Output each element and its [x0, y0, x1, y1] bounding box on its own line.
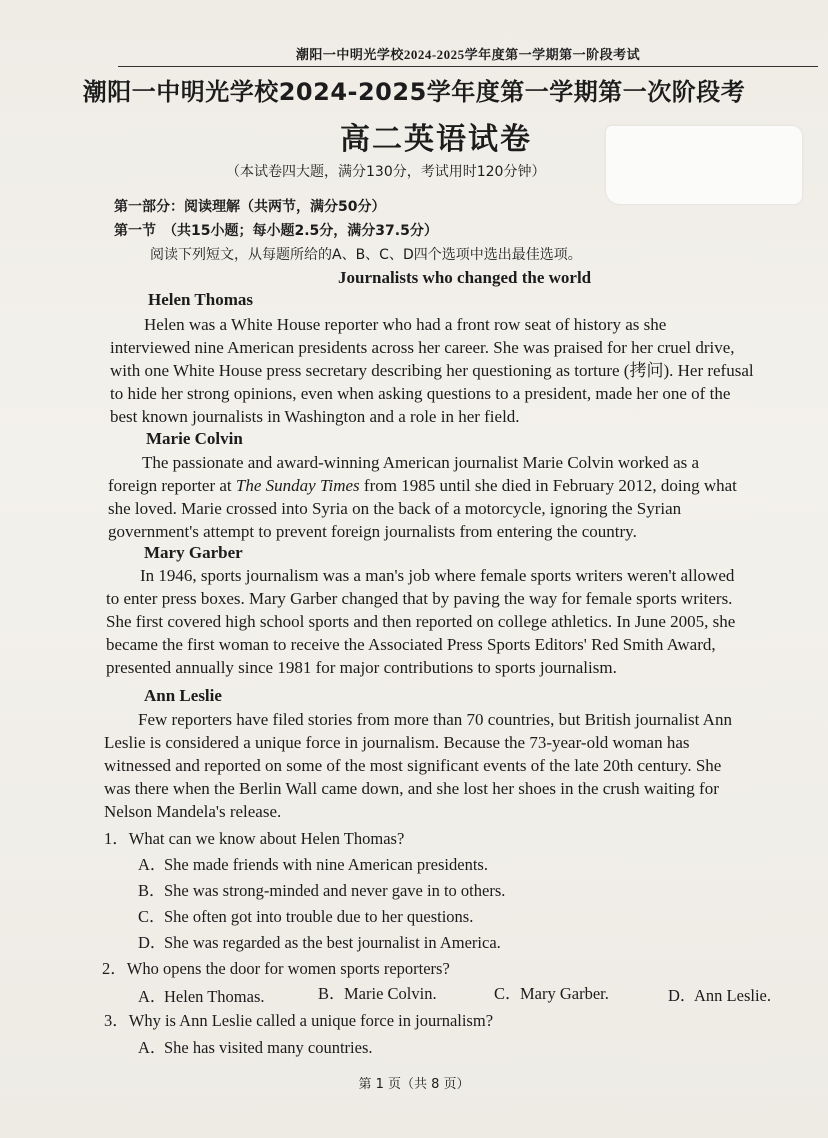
paragraph-line: interviewed nine American presidents across her career. She was praised for her cruel drive, [110, 338, 735, 357]
question-number: 1． [104, 829, 129, 848]
option-letter: A． [138, 1038, 167, 1057]
paragraph-line: presented annually since 1981 for major contributions to sports journalism. [106, 658, 617, 677]
option-1b[interactable] [138, 877, 505, 901]
paragraph-line: foreign reporter at The Sunday Times from 1985 until she died in February 2012, doing what [108, 476, 737, 495]
page-footer: 第 1 页（共 8 页） [358, 1077, 470, 1092]
paragraph-line: with one White House press secretary describing her questioning as torture (拷问). Her refusal [110, 361, 754, 380]
option-2a[interactable] [138, 983, 265, 1007]
option-text: Helen Thomas. [164, 987, 265, 1006]
option-text: Ann Leslie. [694, 986, 771, 1005]
journalist-name: Ann Leslie [144, 686, 222, 705]
newspaper-title: The Sunday Times [235, 476, 360, 495]
option-text: Mary Garber. [520, 984, 609, 1003]
paragraph-line: to hide her strong opinions, even when asking questions to a president, made her one of the [110, 384, 731, 403]
passage-paragraph [106, 564, 796, 679]
instruction: 阅读下列短文，从每题所给的A、B、C、D四个选项中选出最佳选项。 [150, 247, 582, 263]
paragraph-line: witnessed and reported on some of the most significant events of the late 20th century. She [104, 756, 722, 775]
passage-paragraph [110, 313, 796, 428]
option-letter: A． [138, 987, 167, 1006]
journalist-name: Marie Colvin [146, 429, 243, 448]
question-text: What can we know about Helen Thomas? [128, 829, 405, 848]
paragraph-line: She first covered high school sports and then reported on college athletics. In June 2005, she [106, 612, 736, 631]
question-number: 2． [102, 959, 127, 978]
question-text: Why is Ann Leslie called a unique force in journalism? [128, 1011, 494, 1030]
option-letter: B． [138, 881, 166, 900]
part-heading: 第一部分：阅读理解（共两节，满分50分） [114, 199, 386, 215]
option-text: She made friends with nine American presidents. [164, 855, 488, 874]
option-1d[interactable] [138, 929, 501, 953]
option-text: She was strong-minded and never gave in to others. [164, 881, 506, 900]
question-3 [104, 1007, 493, 1031]
exam-info: （本试卷四大题，满分130分，考试用时120分钟） [226, 164, 546, 180]
option-1a[interactable] [138, 851, 488, 875]
paragraph-line: The passionate and award-winning American journalist Marie Colvin worked as a [142, 453, 700, 472]
option-2b[interactable] [318, 980, 437, 1004]
option-text: She was regarded as the best journalist in America. [164, 933, 501, 952]
paragraph-line: Few reporters have filed stories from more than 70 countries, but British journalist Ann [138, 710, 732, 729]
question-2 [102, 955, 450, 979]
option-letter: B． [318, 984, 346, 1003]
exam-title: 潮阳一中明光学校2024-2025学年度第一学期第一次阶段考 [82, 78, 746, 106]
option-2d[interactable] [668, 982, 771, 1006]
option-letter: D． [668, 986, 697, 1005]
option-letter: A． [138, 855, 167, 874]
paragraph-line: government's attempt to prevent foreign journalists from entering the country. [108, 522, 637, 541]
journalist-name: Helen Thomas [148, 290, 254, 309]
question-1 [104, 825, 404, 849]
section-heading: 第一节 （共15小题；每小题2.5分，满分37.5分） [114, 223, 438, 239]
paragraph-line: Helen was a White House reporter who had a front row seat of history as she [144, 315, 667, 334]
paragraph-line: was there when the Berlin Wall came down, and she lost her shoes in the crush waiting for [104, 779, 719, 798]
question-number: 3． [104, 1011, 129, 1030]
passage-title: Journalists who changed the world [338, 268, 592, 287]
paragraph-line: Leslie is considered a unique force in journalism. Because the 73-year-old woman has [104, 733, 690, 752]
option-text: Marie Colvin. [344, 984, 437, 1003]
redacted-area [606, 126, 802, 204]
paragraph-line: to enter press boxes. Mary Garber changed that by paving the way for female sports writers. [106, 589, 733, 608]
question-text: Who opens the door for women sports reporters? [126, 959, 450, 978]
paragraph-line: In 1946, sports journalism was a man's job where female sports writers weren't allowed [140, 566, 735, 585]
option-letter: D． [138, 933, 167, 952]
paragraph-line: became the first woman to receive the Associated Press Sports Editors' Red Smith Award, [106, 635, 716, 654]
option-letter: C． [494, 984, 522, 1003]
paragraph-line: best known journalists in Washington and a role in her field. [110, 407, 520, 426]
subject-title: 高二英语试卷 [340, 122, 532, 157]
option-letter: C． [138, 907, 166, 926]
journalist-name: Mary Garber [144, 543, 243, 562]
paragraph-line: Nelson Mandela's release. [104, 802, 282, 821]
option-1c[interactable] [138, 903, 473, 927]
passage-paragraph [108, 451, 796, 543]
option-text: She has visited many countries. [164, 1038, 373, 1057]
option-3a[interactable] [138, 1034, 373, 1058]
option-2c[interactable] [494, 980, 609, 1004]
running-header: 潮阳一中明光学校2024-2025学年度第一学期第一阶段考试 [118, 44, 818, 67]
option-text: She often got into trouble due to her questions. [164, 907, 474, 926]
paragraph-line: she loved. Marie crossed into Syria on the back of a motorcycle, ignoring the Syrian [108, 499, 682, 518]
passage-paragraph [104, 708, 796, 823]
